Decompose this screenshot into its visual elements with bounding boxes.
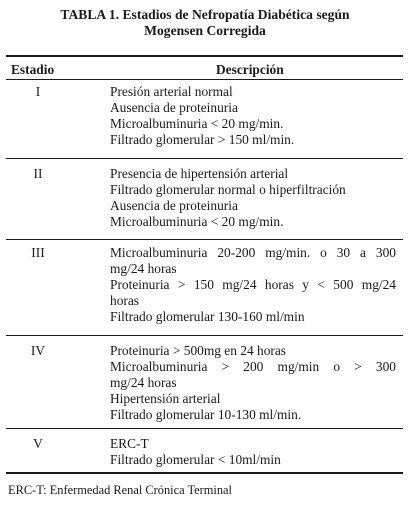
row-4-bottom-rule [6,428,403,429]
row-3-bottom-rule [6,335,403,336]
table-title-line-2: Mogensen Corregida [144,23,266,38]
row-3-line-1: Microalbuminuria 20-200 mg/min. o 30 a 300 [110,245,396,260]
row-2-line-2: Filtrado glomerular normal o hiperfiltración [110,182,346,197]
row-4-line-3: mg/24 horas [110,375,177,390]
row-2-line-1: Presencia de hipertensión arterial [110,166,289,181]
row-1-line-1: Presión arterial normal [110,84,233,99]
row-1-line-3: Microalbuminuria < 20 mg/min. [110,116,284,131]
row-5-line-2: Filtrado glomerular < 10ml/min [110,452,281,467]
row-3-description [110,245,396,325]
header-estadio: Estadio [11,62,55,77]
header-bottom-rule [6,79,403,80]
table-title [0,7,410,39]
row-3-line-5: Filtrado glomerular 130-160 ml/min [110,309,305,324]
row-2-line-4: Microalbuminuria < 20 mg/min. [110,214,284,229]
table-title-line-1: TABLA 1. Estadios de Nefropatía Diabética según [60,7,350,22]
row-1-description [110,84,396,148]
row-2-description [110,166,396,230]
row-3-line-2: mg/24 horas [110,261,177,276]
row-4-line-2: Microalbuminuria > 200 mg/min o > 300 [110,359,396,374]
row-1-line-4: Filtrado glomerular > 150 ml/min. [110,132,295,147]
row-4-line-4: Hipertensión arterial [110,391,221,406]
row-4-line-1: Proteinuria > 500mg en 24 horas [110,343,287,358]
row-3-stage: III [31,245,45,260]
row-1-stage: I [35,84,41,99]
row-5-stage: V [33,436,43,451]
row-1-bottom-rule [6,158,403,159]
row-3-line-3: Proteinuria > 150 mg/24 horas y < 500 mg/24 [110,277,396,292]
header-descripcion: Descripción [216,62,284,77]
row-3-line-4: horas [110,293,140,308]
row-1-line-2: Ausencia de proteinuria [110,100,238,115]
table-footnote: ERC-T: Enfermedad Renal Crónica Terminal [8,483,232,497]
row-4-description [110,343,396,423]
row-4-line-5: Filtrado glomerular 10-130 ml/min. [110,407,302,422]
row-4-stage: IV [30,343,46,358]
table-bottom-rule [6,472,403,474]
row-5-description [110,436,396,468]
table-top-rule [6,55,403,57]
row-2-stage: II [33,166,43,181]
row-2-line-3: Ausencia de proteinuria [110,198,238,213]
row-5-line-1: ERC-T [110,436,149,451]
row-2-bottom-rule [6,239,403,240]
